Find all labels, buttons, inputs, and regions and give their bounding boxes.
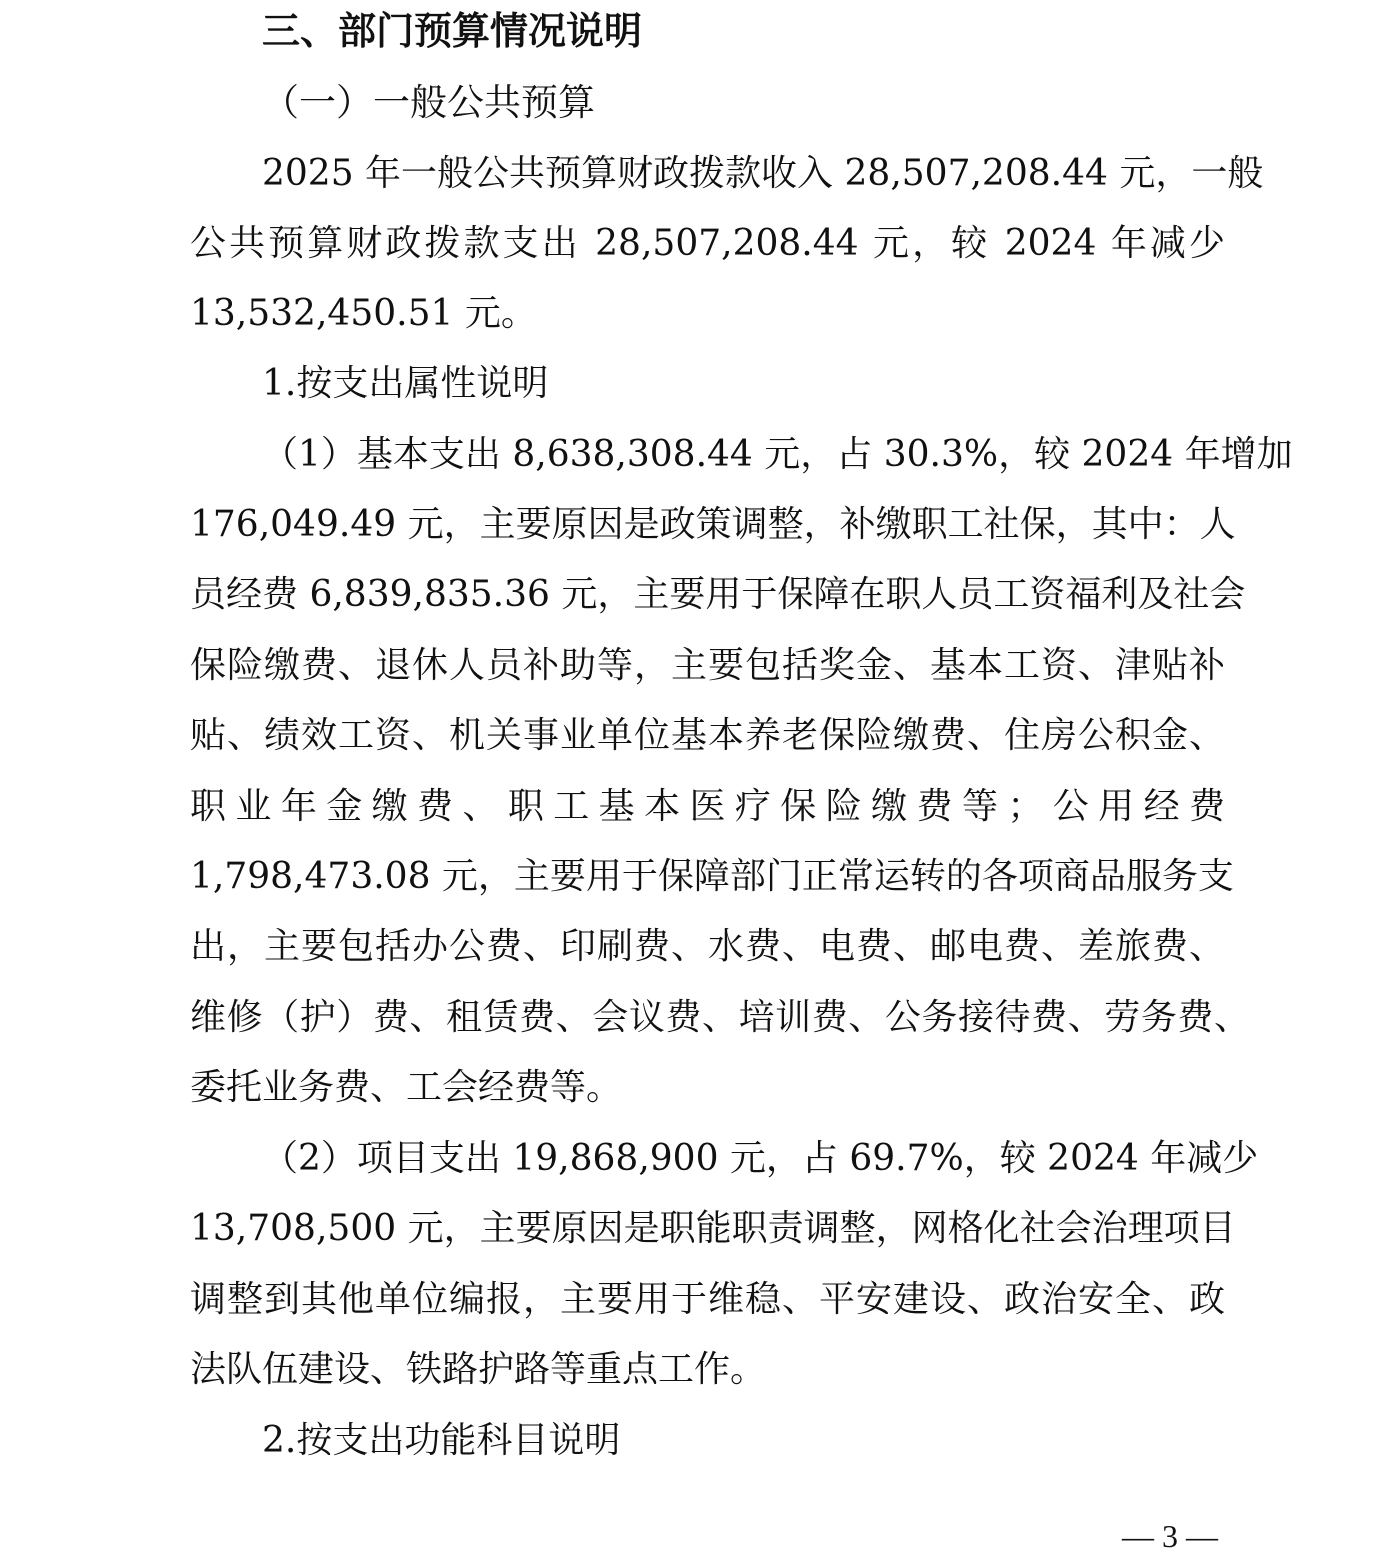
paragraph-line: （1）基本支出 8,638,308.44 元，占 30.3%，较 2024 年增加 [262, 434, 1293, 475]
paragraph-line: 贴、绩效工资、机关事业单位基本养老保险缴费、住房公积金、 [190, 715, 1225, 756]
paragraph-line: 保险缴费、退休人员补助等，主要包括奖金、基本工资、津贴补 [190, 645, 1225, 686]
paragraph-line: 13,532,450.51 元。 [190, 293, 537, 334]
paragraph-line: 职业年金缴费、职工基本医疗保险缴费等；公用经费 [190, 786, 1225, 827]
page-number: — 3 — [1122, 1518, 1218, 1554]
paragraph-line: （2）项目支出 19,868,900 元，占 69.7%，较 2024 年减少 [262, 1138, 1259, 1179]
paragraph-line: 公共预算财政拨款支出 28,507,208.44 元，较 2024 年减少 [190, 223, 1225, 264]
section-title: 三、部门预算情况说明 [262, 9, 643, 53]
paragraph-line: 调整到其他单位编报，主要用于维稳、平安建设、政治安全、政 [190, 1279, 1225, 1320]
item-heading: 2.按支出功能科目说明 [262, 1420, 621, 1461]
paragraph-line: 出，主要包括办公费、印刷费、水费、电费、邮电费、差旅费、 [190, 926, 1225, 967]
paragraph-line: 13,708,500 元，主要原因是职能职责调整，网格化社会治理项目 [190, 1208, 1236, 1249]
subsection-title: （一）一般公共预算 [262, 81, 595, 124]
paragraph-line: 员经费 6,839,835.36 元，主要用于保障在职人员工资福利及社会 [190, 574, 1246, 615]
paragraph-line: 委托业务费、工会经费等。 [190, 1067, 623, 1108]
paragraph-line: 法队伍建设、铁路护路等重点工作。 [190, 1349, 767, 1390]
paragraph-line: 维修（护）费、租赁费、会议费、培训费、公务接待费、劳务费、 [190, 997, 1250, 1038]
item-heading: 1.按支出属性说明 [262, 363, 549, 404]
paragraph-line: 2025 年一般公共预算财政拨款收入 28,507,208.44 元，一般 [262, 153, 1264, 194]
paragraph-line: 176,049.49 元，主要原因是政策调整，补缴职工社保，其中：人 [190, 504, 1236, 545]
paragraph-line: 1,798,473.08 元，主要用于保障部门正常运转的各项商品服务支 [190, 856, 1234, 897]
